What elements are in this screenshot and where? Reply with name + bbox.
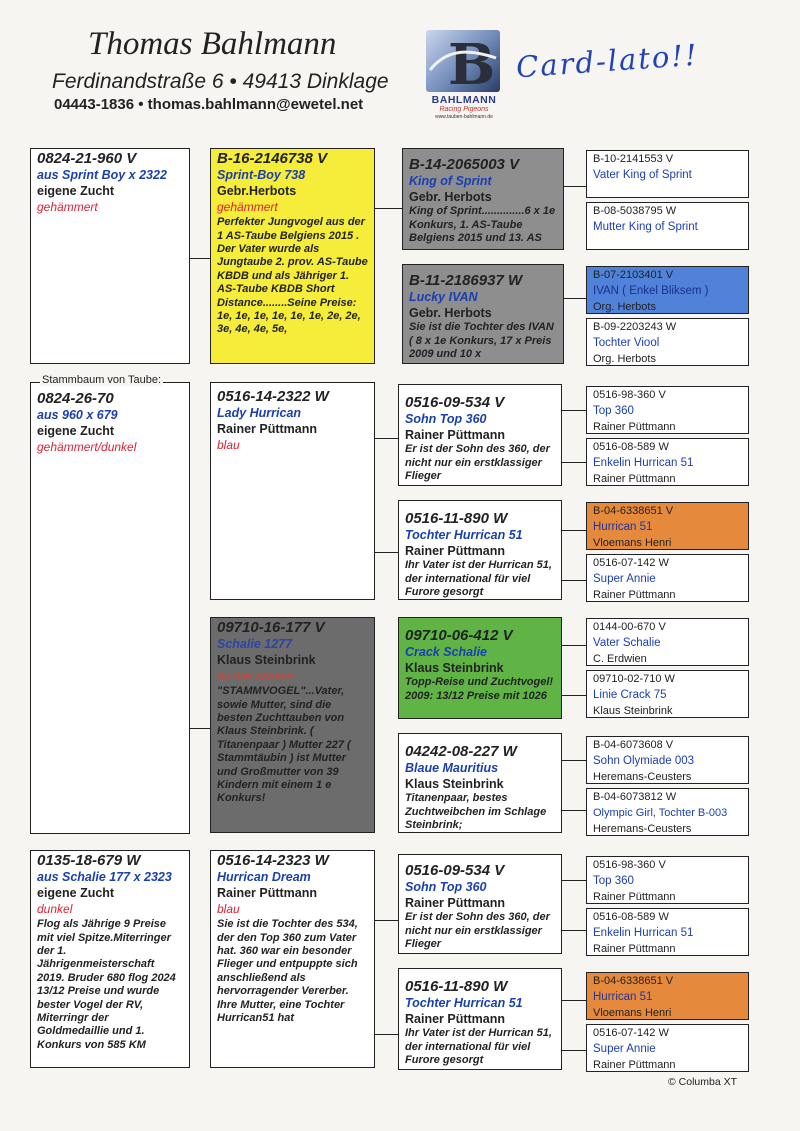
- father-color: gehämmert: [37, 200, 98, 215]
- g4-card: [586, 502, 749, 550]
- g4-card: [586, 618, 749, 666]
- connector-line: [562, 880, 586, 881]
- mf-name: Schalie 1277: [217, 636, 293, 651]
- father-ring: 0824-21-960 V: [37, 150, 137, 167]
- fm-ring: 0516-14-2322 W: [217, 388, 329, 405]
- fm-name: Lady Hurrican: [217, 405, 302, 420]
- g4-name: Top 360: [593, 875, 634, 887]
- logo-url: www.tauben-bahlmann.de: [435, 114, 493, 120]
- g4-breeder: C. Erdwien: [593, 653, 647, 665]
- g4-name: Vater King of Sprint: [593, 169, 692, 181]
- fff-desc: King of Sprint..............6 x 1e Konkurs, 1. AS-Taube Belgiens 2015 und 13. AS: [409, 205, 556, 245]
- g4-card: [586, 266, 749, 314]
- connector-line: [562, 462, 586, 463]
- g4-breeder: Heremans-Ceusters: [593, 823, 692, 835]
- mmm-card: [398, 968, 562, 1070]
- mmm-name: Tochter Hurrican 51: [405, 995, 523, 1010]
- connector-line: [562, 930, 586, 931]
- mfm-card: [398, 733, 562, 833]
- connector-line: [374, 1034, 398, 1035]
- fmm-ring: 0516-11-890 W: [405, 510, 508, 527]
- mfm-breeder: Klaus Steinbrink: [405, 777, 504, 792]
- mother-ring: 0135-18-679 W: [37, 852, 141, 869]
- connector-line: [562, 645, 586, 646]
- logo-image: [426, 30, 500, 92]
- fmf-name: Sohn Top 360: [405, 411, 487, 426]
- g4-name: Sohn Olymiade 003: [593, 755, 695, 767]
- g4-ring: B-04-6073608 V: [593, 739, 674, 751]
- father-name: aus Sprint Boy x 2322: [37, 167, 167, 182]
- g4-ring: 0144-00-670 V: [593, 621, 666, 633]
- g4-breeder: Org. Herbots: [593, 353, 656, 365]
- g4-name: Super Annie: [593, 573, 656, 585]
- ffm-card: [402, 264, 564, 364]
- g4-card: [586, 788, 749, 836]
- g4-ring: 0516-98-360 V: [593, 859, 666, 871]
- subject-name: aus 960 x 679: [37, 407, 118, 422]
- mmf-ring: 0516-09-534 V: [405, 862, 505, 879]
- mf-desc: "STAMMVOGEL"...Vater, sowie Mutter, sind die besten Zuchttauben von Klaus Steinbrink. ( Titanenpaar ) Mutter 227 ( Stammtäubin ) ist Mutter und Großmutter von 39 Kindern mit einem 1 e Konkurs!: [217, 685, 351, 805]
- g4-ring: B-04-6338651 V: [593, 975, 674, 987]
- breeder-contact: 04443-1836 • thomas.bahlmann@ewetel.net: [54, 96, 364, 113]
- g4-name: Linie Crack 75: [593, 689, 667, 701]
- connector-line: [190, 258, 210, 259]
- breeder-address: Ferdinandstraße 6 • 49413 Dinklage: [52, 70, 389, 93]
- g4-ring: B-04-6338651 V: [593, 505, 674, 517]
- mmm-breeder: Rainer Püttmann: [405, 1012, 506, 1027]
- g4-breeder: Rainer Püttmann: [593, 1059, 676, 1071]
- mff-breeder: Klaus Steinbrink: [405, 661, 504, 676]
- mm-breeder: Rainer Püttmann: [217, 886, 318, 901]
- fmm-name: Tochter Hurrican 51: [405, 527, 523, 542]
- handwritten-note: Card-lato!!: [515, 37, 700, 85]
- subject-color: gehämmert/dunkel: [37, 440, 137, 455]
- g4-ring: 0516-08-589 W: [593, 441, 669, 453]
- g4-card: [586, 856, 749, 904]
- g4-ring: 0516-07-142 W: [593, 557, 669, 569]
- svg-text:B: B: [448, 32, 496, 92]
- connector-line: [374, 920, 398, 921]
- g4-breeder: Rainer Püttmann: [593, 943, 676, 955]
- mfm-ring: 04242-08-227 W: [405, 743, 517, 760]
- mm-desc: Sie ist die Tochter des 534, der den Top 360 zum Vater hat. 360 war ein besonder Flieger und entpuppte sich anschließend als hervorragender Vererber. Ihre Mutter, eine Tochter Hurrican51 hat: [217, 918, 358, 1025]
- breeder-name: Thomas Bahlmann: [88, 26, 337, 62]
- connector-line: [562, 810, 586, 811]
- fmf-breeder: Rainer Püttmann: [405, 428, 506, 443]
- mmf-name: Sohn Top 360: [405, 879, 487, 894]
- father-card: [30, 148, 190, 364]
- mf-ring: 09710-16-177 V: [217, 619, 325, 636]
- ff-ring: B-16-2146738 V: [217, 150, 328, 167]
- mfm-desc: Titanenpaar, bestes Zuchtweibchen im Schlage Steinbrink;: [405, 792, 547, 832]
- g4-name: Vater Schalie: [593, 637, 661, 649]
- g4-ring: 0516-98-360 V: [593, 389, 666, 401]
- g4-breeder: Klaus Steinbrink: [593, 705, 673, 717]
- fmm-card: [398, 500, 562, 600]
- g4-ring: 0516-08-589 W: [593, 911, 669, 923]
- g4-card: [586, 202, 749, 250]
- g4-name: Hurrican 51: [593, 991, 653, 1003]
- g4-breeder: Vloemans Henri: [593, 537, 672, 549]
- mmf-card: [398, 854, 562, 954]
- g4-ring: B-09-2203243 W: [593, 321, 677, 333]
- ff-card: [210, 148, 375, 364]
- subject-card: [30, 382, 190, 834]
- g4-name: IVAN ( Enkel Bliksem ): [593, 285, 709, 297]
- g4-breeder: Rainer Püttmann: [593, 589, 676, 601]
- g4-ring: B-08-5038795 W: [593, 205, 677, 217]
- fff-card: [402, 148, 564, 250]
- g4-breeder: Rainer Püttmann: [593, 421, 676, 433]
- copyright: © Columba XT: [668, 1076, 738, 1088]
- mmm-ring: 0516-11-890 W: [405, 978, 508, 995]
- mff-ring: 09710-06-412 V: [405, 627, 513, 644]
- ff-breeder: Gebr.Herbots: [217, 184, 297, 199]
- logo-sub: Racing Pigeons: [439, 106, 489, 113]
- mfm-name: Blaue Mauritius: [405, 760, 499, 775]
- g4-breeder: Org. Herbots: [593, 301, 656, 313]
- g4-card: [586, 908, 749, 956]
- ffm-desc: Sie ist die Tochter des IVAN ( 8 x 1e Konkurs, 17 x Preis 2009 und 10 x: [409, 321, 554, 361]
- g4-card: [586, 318, 749, 366]
- connector-line: [562, 1050, 586, 1051]
- logo-b-icon: [426, 30, 500, 92]
- mm-name: Hurrican Dream: [217, 869, 311, 884]
- mmf-desc: Er ist der Sohn des 360, der nicht nur ein erstklassiger Flieger: [405, 911, 550, 951]
- fff-ring: B-14-2065003 V: [409, 156, 520, 173]
- fm-breeder: Rainer Püttmann: [217, 422, 318, 437]
- connector-line: [564, 298, 586, 299]
- g4-card: [586, 670, 749, 718]
- mf-breeder: Klaus Steinbrink: [217, 653, 316, 668]
- g4-card: [586, 1024, 749, 1072]
- connector-line: [562, 695, 586, 696]
- mm-card: [210, 850, 375, 1068]
- fm-card: [210, 382, 375, 600]
- g4-name: Mutter King of Sprint: [593, 221, 698, 233]
- g4-name: Hurrican 51: [593, 521, 653, 533]
- g4-card: [586, 554, 749, 602]
- ff-desc: Perfekter Jungvogel aus der 1 AS-Taube Belgiens 2015 . Der Vater wurde als Jungtaube 2. prov. AS-Taube KBDB und als Jähriger 1. AS-Taube KBDB Short Distance........Seine Preise: 1e, 1e, 1e, 1e, 1e, 1e, 2e, 2e, 3e, 4e, 4e, 5e,: [217, 216, 368, 336]
- mmf-breeder: Rainer Püttmann: [405, 896, 506, 911]
- mm-ring: 0516-14-2323 W: [217, 852, 329, 869]
- fff-name: King of Sprint: [409, 173, 492, 188]
- fm-color: blau: [217, 438, 240, 453]
- subject-breeder: eigene Zucht: [37, 424, 115, 439]
- mf-card: [210, 617, 375, 833]
- g4-ring: B-07-2103401 V: [593, 269, 674, 281]
- g4-breeder: Vloemans Henri: [593, 1007, 672, 1019]
- mf-color: dunkel schalie: [217, 669, 294, 684]
- g4-breeder: Rainer Püttmann: [593, 473, 676, 485]
- mother-breeder: eigene Zucht: [37, 886, 115, 901]
- mff-desc: Topp-Reise und Zuchtvogel! 2009: 13/12 Preise mit 1026: [405, 676, 554, 702]
- g4-ring: B-10-2141553 V: [593, 153, 674, 165]
- g4-name: Tochter Viool: [593, 337, 660, 349]
- g4-ring: 0516-07-142 W: [593, 1027, 669, 1039]
- mff-card: [398, 617, 562, 719]
- connector-line: [562, 1000, 586, 1001]
- connector-line: [562, 760, 586, 761]
- ff-color: gehämmert: [217, 200, 278, 215]
- g4-name: Enkelin Hurrican 51: [593, 457, 694, 469]
- g4-card: [586, 736, 749, 784]
- g4-card: [586, 438, 749, 486]
- g4-name: Olympic Girl, Tochter B-003: [593, 807, 728, 819]
- father-breeder: eigene Zucht: [37, 184, 115, 199]
- g4-name: Top 360: [593, 405, 634, 417]
- logo-text: BAHLMANN: [431, 94, 497, 106]
- g4-ring: B-04-6073812 W: [593, 791, 677, 803]
- ffm-ring: B-11-2186937 W: [409, 272, 523, 289]
- mmm-desc: Ihr Vater ist der Hurrican 51, der international für viel Furore gesorgt: [405, 1027, 552, 1067]
- connector-line: [374, 438, 398, 439]
- g4-breeder: Heremans-Ceusters: [593, 771, 692, 783]
- mother-card: [30, 850, 190, 1068]
- connector-line: [374, 208, 402, 209]
- g4-card: [586, 150, 749, 198]
- connector-line: [564, 186, 586, 187]
- g4-name: Super Annie: [593, 1043, 656, 1055]
- subject-legend: Stammbaum von Taube:: [42, 374, 162, 386]
- mm-color: blau: [217, 902, 240, 917]
- connector-line: [562, 410, 586, 411]
- subject-ring: 0824-26-70: [37, 390, 114, 407]
- connector-line: [562, 580, 586, 581]
- ff-name: Sprint-Boy 738: [217, 167, 306, 182]
- ffm-name: Lucky IVAN: [409, 289, 478, 304]
- g4-breeder: Rainer Püttmann: [593, 891, 676, 903]
- fmm-breeder: Rainer Püttmann: [405, 544, 506, 559]
- fmf-desc: Er ist der Sohn des 360, der nicht nur ein erstklassiger Flieger: [405, 443, 550, 483]
- fmm-desc: Ihr Vater ist der Hurrican 51, der international für viel Furore gesorgt: [405, 559, 552, 599]
- g4-ring: 09710-02-710 W: [593, 673, 675, 685]
- mother-color: dunkel: [37, 902, 73, 917]
- logo: [424, 28, 504, 120]
- g4-card: [586, 386, 749, 434]
- g4-card: [586, 972, 749, 1020]
- connector-line: [374, 552, 398, 553]
- fmf-card: [398, 384, 562, 486]
- fff-breeder: Gebr. Herbots: [409, 190, 492, 205]
- connector-line: [562, 530, 586, 531]
- ffm-breeder: Gebr. Herbots: [409, 306, 492, 321]
- mother-name: aus Schalie 177 x 2323: [37, 869, 172, 884]
- mother-desc: Flog als Jährige 9 Preise mit viel Spitze.Miterringer der 1. Jährigenmeisterschaft 2019. Bruder 680 flog 2024 13/12 Preise und wurde bester Vogel der RV, Miterringr der Goldmedaillie und 1. Konkurs von 585 KM: [37, 918, 176, 1051]
- mff-name: Crack Schalie: [405, 644, 487, 659]
- connector-line: [190, 728, 210, 729]
- fmf-ring: 0516-09-534 V: [405, 394, 505, 411]
- g4-name: Enkelin Hurrican 51: [593, 927, 694, 939]
